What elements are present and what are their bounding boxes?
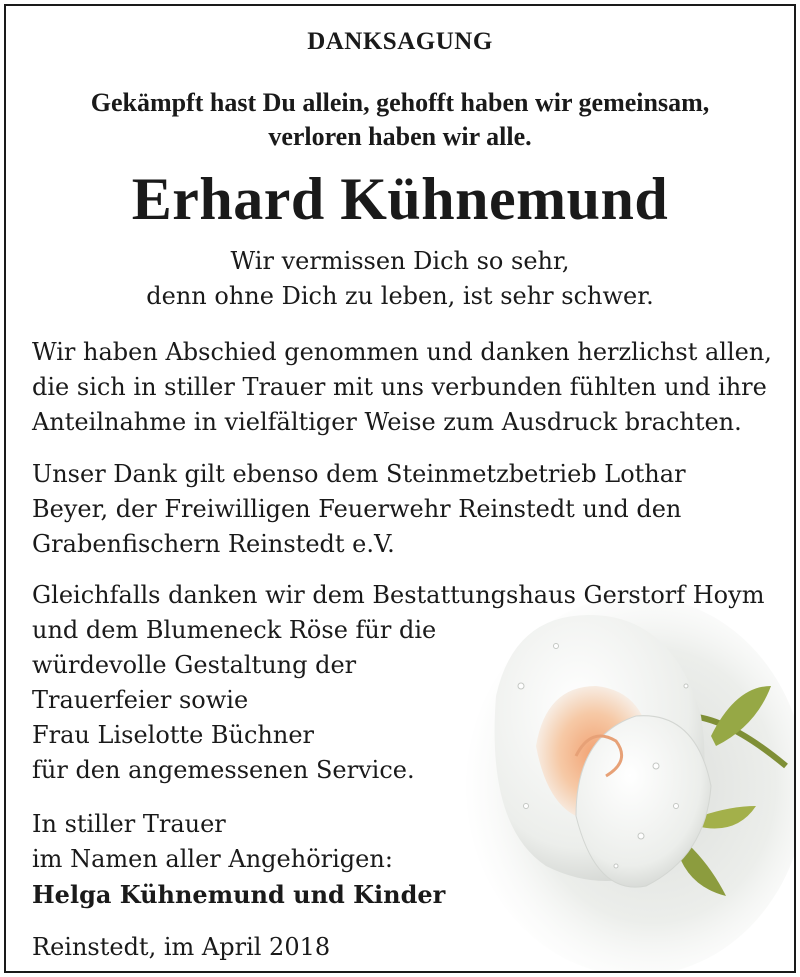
motto <box>6 86 794 154</box>
deceased-name: Erhard Kühnemund <box>131 166 669 232</box>
text-line: würdevolle Gestaltung der <box>32 651 357 679</box>
verse-line: Wir vermissen Dich so sehr, <box>230 247 570 275</box>
obituary-notice <box>4 4 796 973</box>
text-line: für den angemessenen Service. <box>32 756 415 784</box>
text-line: Trauerfeier sowie <box>32 686 249 714</box>
motto-line: verloren haben wir alle. <box>268 122 532 151</box>
notice-heading: DANKSAGUNG <box>307 28 493 55</box>
thanks-paragraph-1 <box>32 335 772 440</box>
signature: Helga Kühnemund und Kinder <box>32 880 446 909</box>
thanks-paragraph-3 <box>32 578 764 788</box>
text-line: Wir haben Abschied genommen und danken herzlichst allen, <box>32 338 772 366</box>
text-line: Unser Dank gilt ebenso dem Steinmetzbetrieb Lothar <box>32 460 686 488</box>
text-line: Anteilnahme in vielfältiger Weise zum Ausdruck brachten. <box>32 408 742 436</box>
water-droplet <box>674 804 679 809</box>
closing-block <box>32 807 445 912</box>
place-date: Reinstedt, im April 2018 <box>32 933 331 961</box>
thanks-paragraph-2 <box>32 457 686 562</box>
water-droplet <box>638 833 644 839</box>
text-line: im Namen aller Angehörigen: <box>32 845 393 873</box>
motto-line: Gekämpft hast Du allein, gehofft haben wir gemeinsam, <box>90 88 710 117</box>
text-line: die sich in stiller Trauer mit uns verbunden fühlten und ihre <box>32 373 767 401</box>
text-line: Gleichfalls danken wir dem Bestattungshaus Gerstorf Hoym <box>32 581 765 609</box>
text-line: Beyer, der Freiwilligen Feuerwehr Reinstedt und den <box>32 495 682 523</box>
text-line: Grabenfischern Reinstedt e.V. <box>32 530 395 558</box>
text-line: und dem Blumeneck Röse für die <box>32 616 437 644</box>
text-line: Frau Liselotte Büchner <box>32 721 315 749</box>
water-droplet <box>524 804 529 809</box>
verse <box>6 244 794 314</box>
water-droplet <box>614 864 618 868</box>
text-line: In stiller Trauer <box>32 810 226 838</box>
verse-line: denn ohne Dich zu leben, ist sehr schwer. <box>146 282 654 310</box>
